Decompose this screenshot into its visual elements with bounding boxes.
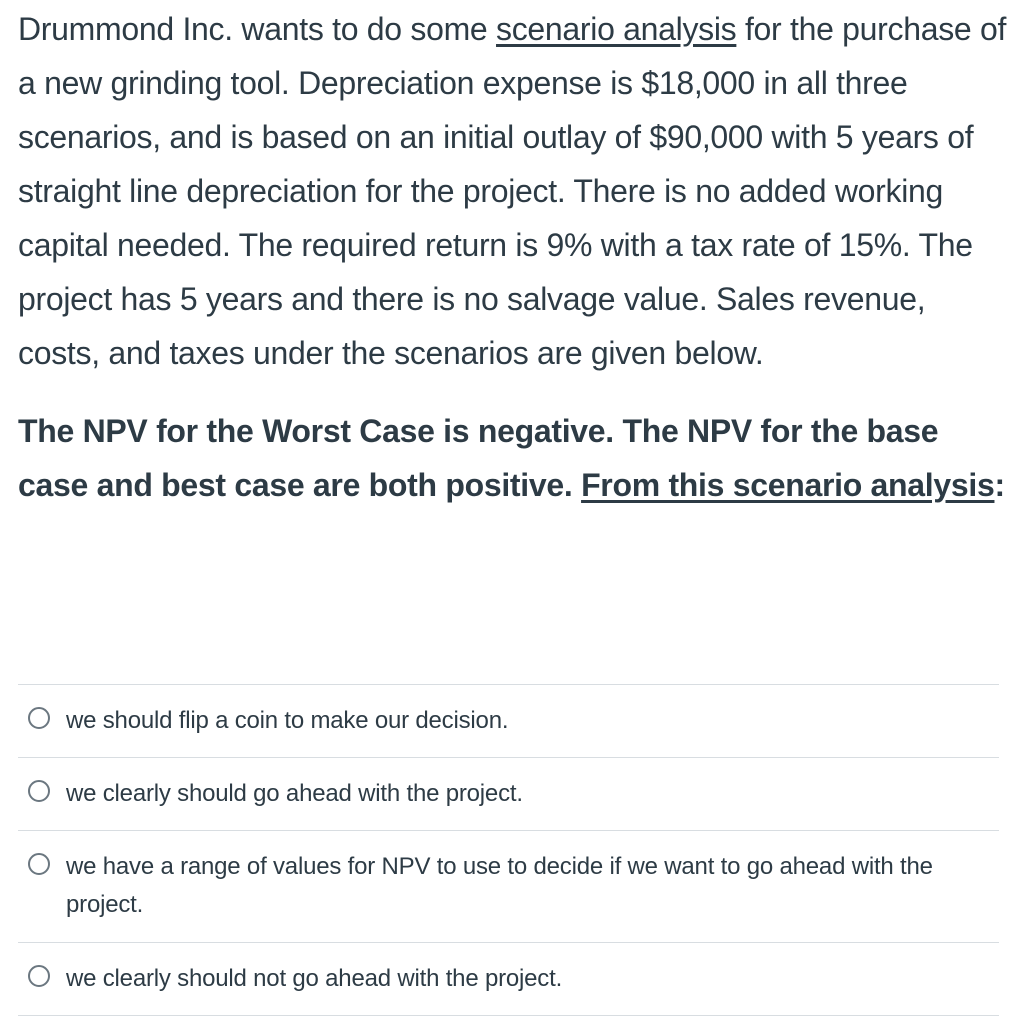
radio-button-icon[interactable] xyxy=(28,965,50,987)
answer-option-not-go-ahead[interactable] xyxy=(18,943,999,1016)
prompt-underlined-text: From this scenario analysis xyxy=(581,467,995,503)
answer-label: we have a range of values for NPV to use to decide if we want to go ahead with the project. xyxy=(66,853,933,918)
answer-label: we should flip a coin to make our decision. xyxy=(66,707,509,734)
radio-button-icon[interactable] xyxy=(28,707,50,729)
question-body xyxy=(18,0,1008,512)
answer-label: we clearly should go ahead with the project. xyxy=(66,780,523,807)
intro-text-rest: for the purchase of a new grinding tool. Depreciation expense is $18,000 in all three scenarios, and is based on an initial outlay of $90,000 with 5 years of straight line depreciation for the project. There is no added working capital needed. The required return is 9% with a tax rate of 15%. The project has 5 years and there is no salvage value. Sales revenue, costs, and taxes under the scenarios are given below. xyxy=(18,11,1007,371)
answer-option-go-ahead[interactable] xyxy=(18,758,999,831)
intro-text-start: Drummond Inc. wants to do some xyxy=(18,11,497,47)
prompt-text: The NPV for the Worst Case is negative. The NPV for the base case and best case are both positive. xyxy=(18,413,939,503)
question-intro xyxy=(18,0,1008,380)
answer-option-range-of-values[interactable] xyxy=(18,831,999,943)
radio-button-icon[interactable] xyxy=(28,780,50,802)
radio-button-icon[interactable] xyxy=(28,853,50,875)
answer-label: we clearly should not go ahead with the project. xyxy=(66,965,563,992)
question-prompt xyxy=(18,404,1008,512)
answer-list xyxy=(18,684,999,1016)
prompt-colon: : xyxy=(994,467,1005,503)
scenario-analysis-underline: scenario analysis xyxy=(496,11,737,47)
answer-option-flip-coin[interactable] xyxy=(18,685,999,758)
